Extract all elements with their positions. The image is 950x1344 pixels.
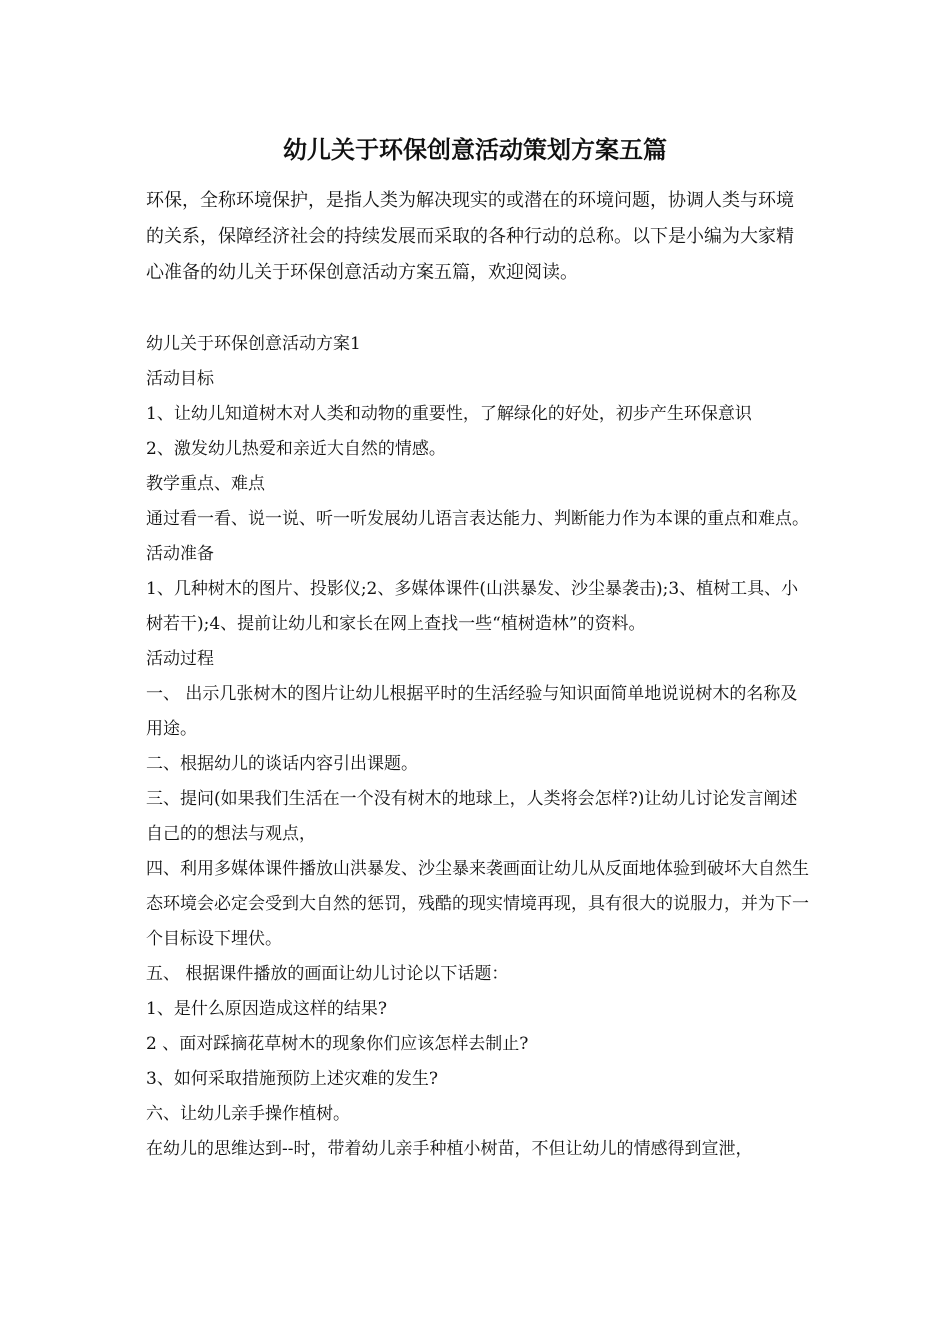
body-paragraph: 一、 出示几张树木的图片让幼儿根据平时的生活经验与知识面简单地说说树木的名称及用途。 [146,684,798,739]
body-paragraph: 四、利用多媒体课件播放山洪暴发、沙尘暴来袭画面让幼儿从反面地体验到破坏大自然生态环境会必定会受到大自然的惩罚，残酷的现实情境再现，具有很大的说服力，并为下一个目标设下埋伏。 [146,859,809,949]
body-paragraph: 五、 根据课件播放的画面让幼儿讨论以下话题： [146,964,509,984]
subheading-process: 活动过程 [146,649,214,669]
document-body [146,183,810,1167]
body-paragraph: 1、几种树木的图片、投影仪;2、多媒体课件(山洪暴发、沙尘暴袭击);3、植树工具、小树若干);4、提前让幼儿和家长在网上查找一些“植树造林”的资料。 [146,579,799,634]
paragraph-spacer [146,291,810,327]
list-item: 3、如何采取措施预防上述灾难的发生? [146,1069,438,1089]
body-paragraph: 在幼儿的思维达到--时，带着幼儿亲手种植小树苗，不但让幼儿的情感得到宣泄， [146,1139,753,1159]
intro-paragraph: 环保，全称环境保护，是指人类为解决现实的或潜在的环境问题，协调人类与环境的关系，保障经济社会的持续发展而采取的各种行动的总称。以下是小编为大家精心准备的幼儿关于环保创意活动方案五篇，欢迎阅读。 [146,190,794,283]
subheading-key-points: 教学重点、难点 [146,474,265,494]
subheading-preparation: 活动准备 [146,544,214,564]
list-item: 1、是什么原因造成这样的结果? [146,999,387,1019]
body-paragraph: 二、根据幼儿的谈话内容引出课题。 [146,754,418,774]
body-paragraph: 通过看一看、说一说、听一听发展幼儿语言表达能力、判断能力作为本课的重点和难点。 [146,509,809,529]
section-heading: 幼儿关于环保创意活动方案1 [146,334,361,354]
body-paragraph: 1、让幼儿知道树木对人类和动物的重要性，了解绿化的好处，初步产生环保意识 [146,404,752,424]
list-item: 2 、面对踩摘花草树木的现象你们应该怎样去制止? [146,1034,529,1054]
body-paragraph: 三、提问(如果我们生活在一个没有树木的地球上，人类将会怎样?)让幼儿讨论发言阐述自己的的想法与观点， [146,789,798,844]
body-paragraph: 2、激发幼儿热爱和亲近大自然的情感。 [146,439,446,459]
body-paragraph: 六、让幼儿亲手操作植树。 [146,1104,350,1124]
content-section [146,327,810,1167]
subheading-goals: 活动目标 [146,369,214,389]
document-title: 幼儿关于环保创意活动策划方案五篇 [283,135,667,164]
